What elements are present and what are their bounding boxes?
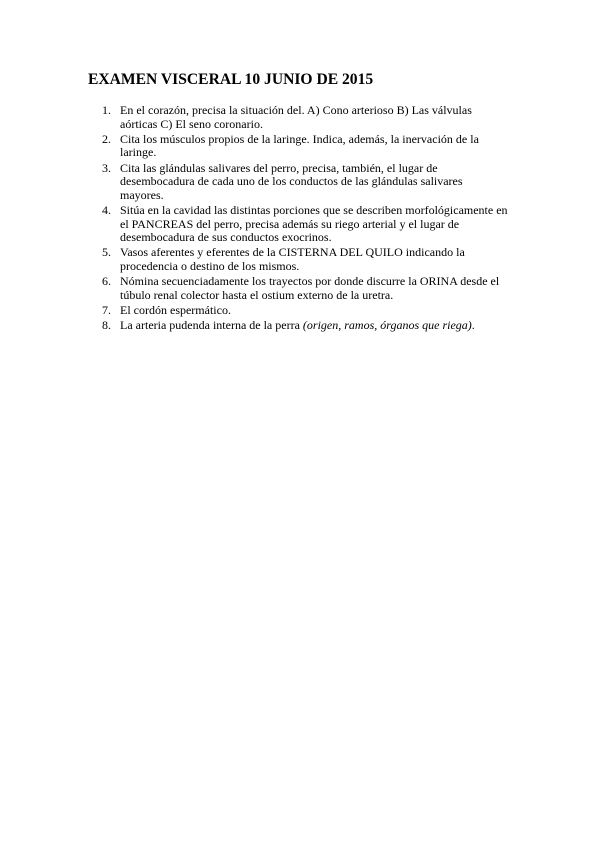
question-text-line: El cordón espermático.	[120, 302, 231, 317]
question-text-line: desembocadura de cada uno de los conductos de las glándulas salivares	[120, 174, 463, 189]
question-text-line: En el corazón, precisa la situación del. A) Cono arterioso B) Las válvulas	[120, 103, 472, 117]
question-number: 7.	[102, 302, 111, 317]
question-text-line: Vasos aferentes y eferentes de la CISTERNA DEL QUILO indicando la	[120, 245, 465, 260]
question-text-line: laringe.	[120, 145, 157, 160]
exam-title: EXAMEN VISCERAL 10 JUNIO DE 2015	[88, 71, 374, 88]
question-item-4	[92, 204, 522, 245]
question-text-line: el PANCREAS del perro, precisa además su riego arterial y el lugar de	[120, 216, 460, 231]
question-text-line: Cita los músculos propios de la laringe. Indica, además, la inervación de la	[120, 131, 479, 146]
question-item-5	[92, 246, 522, 273]
question-text-line: desembocadura de sus conductos exocrinos.	[120, 230, 332, 245]
question-text-line: túbulo renal colector hasta el ostium externo de la uretra.	[120, 287, 394, 302]
question-item-8	[92, 319, 522, 333]
question-number: 4.	[102, 202, 111, 217]
question-number: 8.	[102, 318, 111, 333]
question-item-1	[92, 104, 522, 131]
question-text-line: Nómina secuenciadamente los trayectos por donde discurre la ORINA desde el	[120, 274, 500, 289]
question-text-end: .	[471, 318, 475, 333]
question-item-3	[92, 162, 522, 203]
question-text-plain: La arteria pudenda interna de la perra	[120, 318, 303, 333]
question-item-7	[92, 304, 522, 318]
question-text-line: Sitúa en la cavidad las distintas porciones que se describen morfológicamente en	[120, 202, 508, 217]
question-text-line: Cita las glándulas salivares del perro, precisa, también, el lugar de	[120, 160, 438, 175]
question-text-line: procedencia o destino de los mismos.	[120, 258, 300, 273]
question-number: 5.	[102, 245, 111, 260]
question-number: 3.	[102, 160, 111, 175]
question-list	[92, 104, 522, 334]
question-text-line: aórticas C) El seno coronario.	[120, 116, 263, 131]
question-text-line	[120, 319, 522, 333]
question-item-2	[92, 133, 522, 160]
question-item-6	[92, 275, 522, 302]
question-number: 1.	[102, 103, 111, 117]
question-text-line: mayores.	[120, 187, 164, 202]
question-number: 2.	[102, 131, 111, 146]
question-text-italic: (origen, ramos, órganos que riega)	[302, 318, 472, 333]
question-number: 6.	[102, 274, 111, 289]
